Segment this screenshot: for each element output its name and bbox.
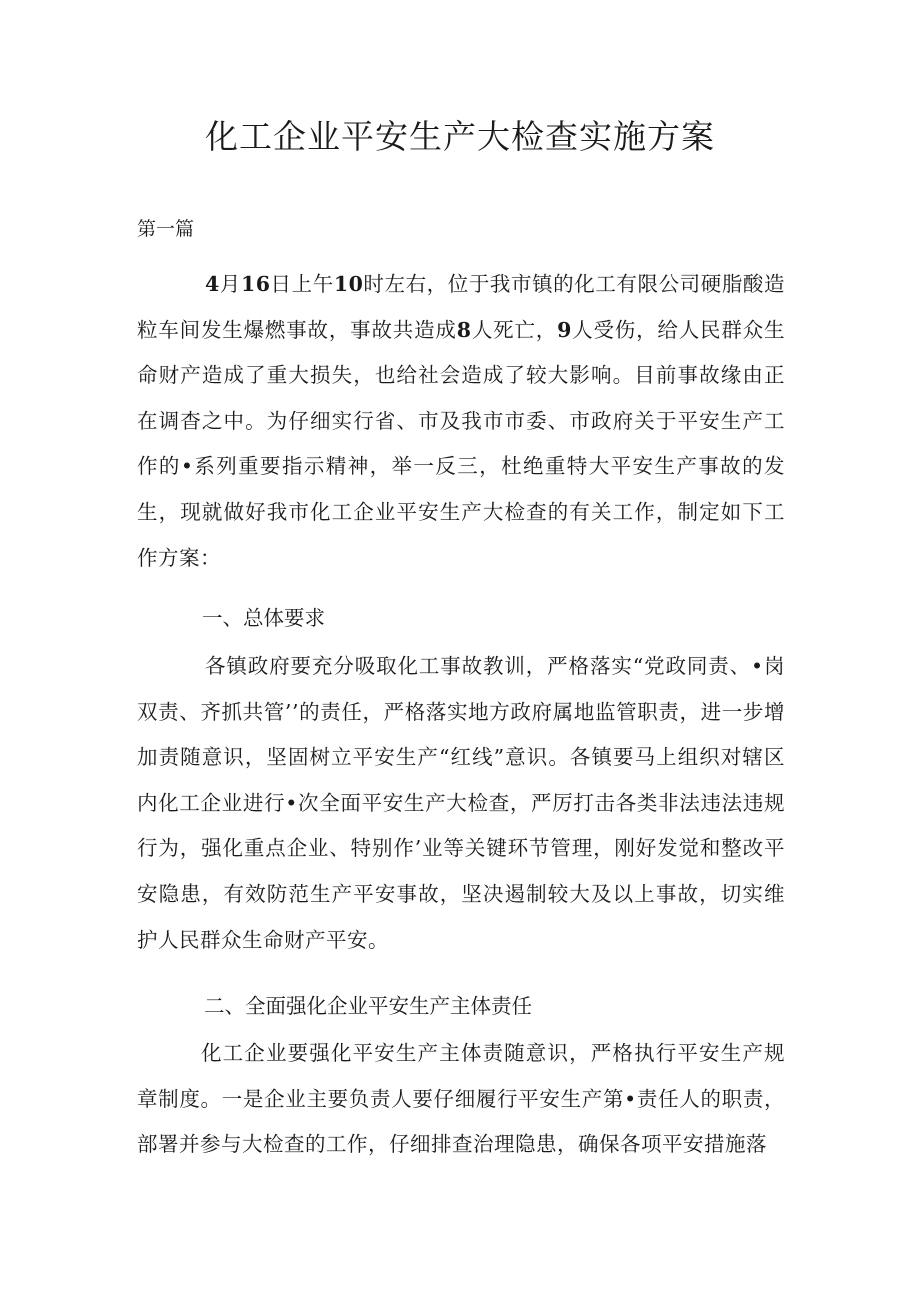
heading-enterprise-responsibility: 二、全面强化企业平安生产主体责任 — [204, 994, 532, 1018]
number-hour: 10 — [333, 272, 364, 296]
text-segment: 人受伤，给人民群众生命财产造成了重大损失，也给社会造成了较大影响。目前事故缘由正在调杳之中。为仔细实行省、市及我市市委、市政府关于平安生产工作的•系列重要指示精神，举一反三，杜绝重特大平安生产事故的发生，现就做好我市化工企业平安生产大检查的有关工作，制定如下工作方案： — [137, 317, 785, 570]
document-title: 化工企业平安生产大检查实施方案 — [205, 117, 715, 156]
text-segment: 人死亡， — [471, 317, 558, 342]
text-segment: 时左右，位于我市镇的化工有限公司硬脂酸造粒车间发生爆燃事故，事故共造成 — [137, 272, 786, 342]
section-label: 第一篇 — [137, 218, 195, 240]
paragraph-incident — [137, 262, 785, 581]
number-day: 16 — [240, 272, 271, 296]
heading-general-requirements: 一、总体要求 — [202, 606, 325, 630]
text-segment: 日上午 — [270, 272, 334, 296]
number-deaths: 8 — [456, 317, 472, 342]
number-month: 4 — [205, 272, 220, 296]
paragraph-enterprise-responsibility: 化工企业要强化平安生产主体责随意识，严格执行平安生产规章制度。一是企业主要负责人要仔细履行平安生产第•责任人的职责，部署并参与大检查的工作，仔细排查治理隐患，确保各项平安措施落 — [137, 1041, 785, 1157]
paragraph-general-requirements: 各镇政府要充分吸取化工事故教训，严格落实“党政同责、•岗双责、齐抓共管’’的责任，严格落实地方政府属地监管职责，进一步增加责随意识，坚固树立平安生产“红线”意识。各镇要马上组织对辖区内化工企业进行•次全面平安生产大检查，严厉打击各类非法违法违规行为，强化重点企业、特别作’业等关键环节管理，刚好发觉和整改平安隐患，有效防范生产平安事故，坚决遏制较大及以上事故，切实维护人民群众生命财产平安。 — [137, 654, 785, 952]
number-injured: 9 — [557, 317, 572, 342]
text-segment: 月 — [219, 272, 241, 296]
